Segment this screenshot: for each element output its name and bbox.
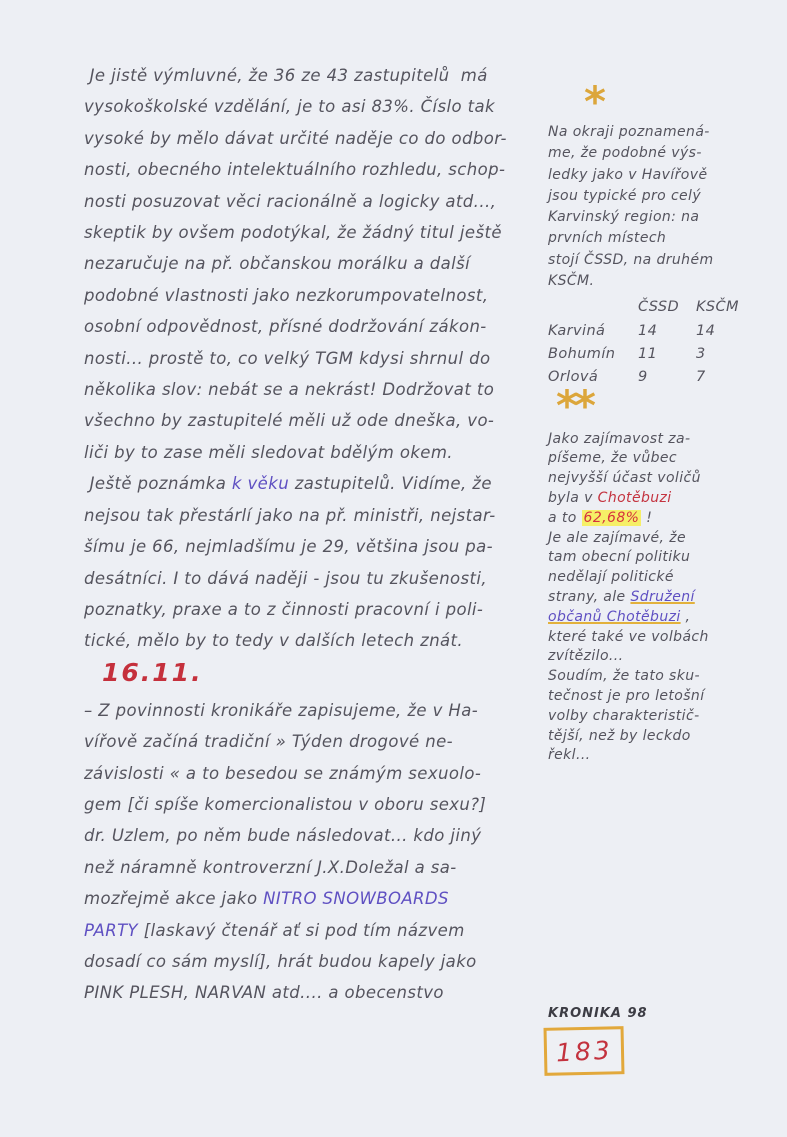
text-segment: PINK PLESH, NARVAN atd.... a obecenstvo	[84, 983, 444, 1003]
text-segment: KSČM.	[548, 273, 595, 290]
handwritten-line	[548, 746, 783, 766]
text-segment: zvítězilo...	[548, 648, 624, 665]
text-segment: liči by to zase měli sledovat bdělým okem.	[84, 442, 453, 462]
text-segment: nosti posuzovat věci racionálně a logicky atd...,	[84, 191, 497, 211]
text-segment: Je jistě výmluvné, že 36 ze 43 zastupitelů má	[84, 66, 488, 85]
text-segment: než náramně kontroverzní J.X.Doležal a sa-	[84, 857, 457, 877]
text-segment: strany, ale	[548, 588, 631, 605]
text-segment: Soudím, že tato sku-	[548, 668, 700, 685]
text-segment: nezaručuje na př. občanskou morálku a další	[84, 254, 471, 274]
text-segment: šímu je 66, nejmladšímu je 29, většina jsou pa-	[84, 537, 493, 557]
handwritten-line	[548, 430, 783, 450]
handwritten-line	[548, 707, 783, 727]
handwritten-line	[84, 820, 562, 851]
handwritten-line	[84, 248, 562, 279]
text-segment: ,	[680, 608, 691, 625]
text-segment: NITRO SNOWBOARDS	[263, 889, 449, 909]
handwritten-line	[548, 143, 783, 164]
handwritten-line	[548, 207, 783, 228]
handwritten-line	[548, 250, 783, 271]
vote-count: 3	[696, 345, 706, 362]
handwritten-line	[84, 123, 562, 154]
text-segment: několika slov: nebát se a nekrást! Dodržovat to	[84, 380, 495, 400]
handwritten-line	[548, 588, 783, 608]
text-segment: Je ale zajímavé, že	[548, 529, 687, 546]
main-text-column	[84, 60, 562, 1009]
handwritten-line	[548, 608, 783, 628]
handwritten-line	[548, 228, 783, 249]
text-segment: Chotěbuzi	[597, 489, 672, 506]
handwritten-line	[84, 531, 562, 562]
text-segment: tam obecní politiku	[548, 549, 691, 566]
handwritten-line	[84, 374, 562, 405]
handwritten-line	[84, 468, 562, 499]
text-segment: závislosti « a to besedou se známým sexuolo-	[84, 763, 482, 783]
text-segment: jsou typické pro celý	[548, 187, 702, 204]
handwritten-line	[548, 548, 783, 568]
handwritten-line	[84, 437, 562, 468]
text-segment: píšeme, že vůbec	[548, 450, 678, 467]
handwritten-line	[548, 165, 783, 186]
page-number-box	[544, 1026, 625, 1076]
margin-note-election-results	[548, 122, 783, 292]
handwritten-line	[84, 789, 562, 820]
text-segment: nosti... prostě to, co velký TGM kdysi shrnul do	[84, 348, 491, 368]
handwritten-line	[84, 186, 562, 217]
handwritten-line	[84, 91, 562, 122]
handwritten-line	[84, 625, 562, 656]
margin-note-voter-turnout	[548, 430, 783, 767]
handwritten-line	[84, 594, 562, 625]
vote-count: 11	[638, 345, 658, 362]
text-segment: které také ve volbách	[548, 628, 709, 645]
table-header-row	[548, 296, 754, 319]
double-asterisk-marker-icon: **	[556, 380, 592, 430]
text-segment: všechno by zastupitelé měli už ode dneška, vo-	[84, 411, 495, 431]
handwritten-line	[548, 529, 783, 549]
text-segment: 16.11.	[102, 657, 203, 687]
asterisk-marker-icon: *	[584, 77, 602, 126]
text-segment: podobné vlastnosti jako nezkorumpovatelnost,	[84, 285, 489, 305]
text-segment: tické, mělo by to tedy v dalších letech znát.	[84, 631, 464, 651]
handwritten-line	[548, 628, 783, 648]
text-segment: desátníci. I to dává naději - jsou tu zkušenosti,	[84, 568, 488, 588]
text-segment: skeptik by ovšem podotýkal, že žádný titul ještě	[84, 223, 502, 243]
empty-header-cell	[548, 296, 638, 319]
handwritten-line	[548, 186, 783, 207]
handwritten-line	[548, 687, 783, 707]
text-segment: Sdružení	[630, 588, 695, 605]
text-segment: tější, než by leckdo	[548, 727, 691, 744]
text-segment: dr. Uzlem, po něm bude následovat... kdo jiný	[84, 826, 482, 846]
handwritten-line	[548, 727, 783, 747]
text-segment: zastupitelů. Vidíme, že	[289, 474, 492, 494]
election-results-table	[548, 296, 754, 389]
town-name: Orlová	[548, 369, 599, 386]
text-segment: tečnost je pro letošní	[548, 687, 705, 704]
handwritten-line	[84, 280, 562, 311]
handwritten-line	[548, 271, 783, 292]
text-segment: gem [či spíše komercionalistou v oboru sexu?]	[84, 794, 487, 814]
text-segment: poznatky, praxe a to z činnosti pracovní i poli-	[84, 599, 484, 619]
text-segment: stojí ČSSD, na druhém	[548, 251, 714, 268]
vote-count: 9	[638, 369, 648, 386]
page-number: 183	[554, 1034, 614, 1068]
page-footer	[544, 1006, 648, 1075]
text-segment: Karvinský region: na	[548, 209, 700, 226]
text-segment: vířově začíná tradiční » Týden drogové ne-	[84, 732, 454, 752]
handwritten-line	[84, 657, 562, 695]
text-segment: prvních místech	[548, 230, 667, 247]
handwritten-line	[84, 563, 562, 594]
handwritten-line	[548, 449, 783, 469]
vote-count: 14	[696, 322, 716, 339]
text-segment: 62,68%	[583, 509, 640, 526]
vote-count: 7	[696, 369, 706, 386]
handwritten-line	[84, 405, 562, 436]
text-segment: Jako zajímavost za-	[548, 430, 691, 447]
handwritten-line	[548, 667, 783, 687]
text-segment: mozřejmě akce jako	[84, 889, 264, 909]
handwritten-line	[84, 311, 562, 342]
handwritten-line	[548, 568, 783, 588]
text-segment: vysoké by mělo dávat určité naděje co do odbor-	[84, 128, 507, 148]
text-segment: Ještě poznámka	[84, 474, 232, 494]
text-segment: dosadí co sám myslí], hrát budou kapely jako	[84, 951, 477, 971]
column-header: KSČM	[696, 299, 739, 316]
vote-count: 14	[638, 322, 658, 339]
handwritten-line	[84, 500, 562, 531]
text-segment: občanů Chotěbuzi	[548, 608, 681, 625]
handwritten-line	[548, 122, 783, 143]
text-segment: k věku	[231, 474, 290, 494]
handwritten-line	[84, 343, 562, 374]
text-segment: vysokoškolské vzdělání, je to asi 83%. Číslo tak	[84, 97, 495, 117]
handwritten-line	[548, 489, 783, 509]
town-name: Bohumín	[548, 345, 616, 362]
text-segment: osobní odpovědnost, přísné dodržování zákon-	[84, 317, 487, 337]
text-segment: a to	[548, 509, 582, 526]
text-segment: nejsou tak přestárlí jako na př. ministři, nejstar-	[84, 505, 496, 525]
handwritten-line	[548, 647, 783, 667]
handwritten-line	[84, 758, 562, 789]
text-segment: nejvyšší účast voličů	[548, 470, 701, 487]
handwritten-line	[84, 977, 562, 1008]
handwritten-line	[84, 915, 562, 946]
handwritten-line	[84, 726, 562, 757]
handwritten-line	[84, 946, 562, 977]
text-segment: me, že podobné výs-	[548, 145, 702, 162]
handwritten-line	[84, 883, 562, 914]
handwritten-line	[84, 60, 562, 91]
text-segment: nosti, obecného intelektuálního rozhledu, schop-	[84, 160, 506, 180]
handwritten-line	[84, 154, 562, 185]
table-row	[548, 320, 754, 343]
text-segment: nedělají politické	[548, 569, 674, 586]
text-segment: Na okraji poznamená-	[548, 124, 710, 140]
text-segment: [laskavý čtenář ať si pod tím názvem	[138, 920, 465, 940]
handwritten-line	[84, 695, 562, 726]
text-segment: !	[641, 509, 653, 526]
text-segment: – Z povinnosti kronikáře zapisujeme, že v Ha-	[84, 700, 479, 720]
text-segment: řekl...	[548, 747, 591, 764]
margin-notes-column	[548, 77, 783, 766]
text-segment: ledky jako v Havířově	[548, 166, 708, 183]
text-segment: volby charakteristič-	[548, 707, 700, 724]
column-header: ČSSD	[638, 299, 680, 316]
table-row	[548, 343, 754, 366]
handwritten-line	[548, 509, 783, 529]
town-name: Karviná	[548, 322, 606, 339]
handwritten-line	[84, 217, 562, 248]
handwritten-line	[84, 852, 562, 883]
handwritten-line	[548, 469, 783, 489]
text-segment: byla v	[548, 489, 598, 506]
chronicle-label: KRONIKA 98	[548, 1006, 648, 1021]
text-segment: PARTY	[84, 920, 139, 940]
